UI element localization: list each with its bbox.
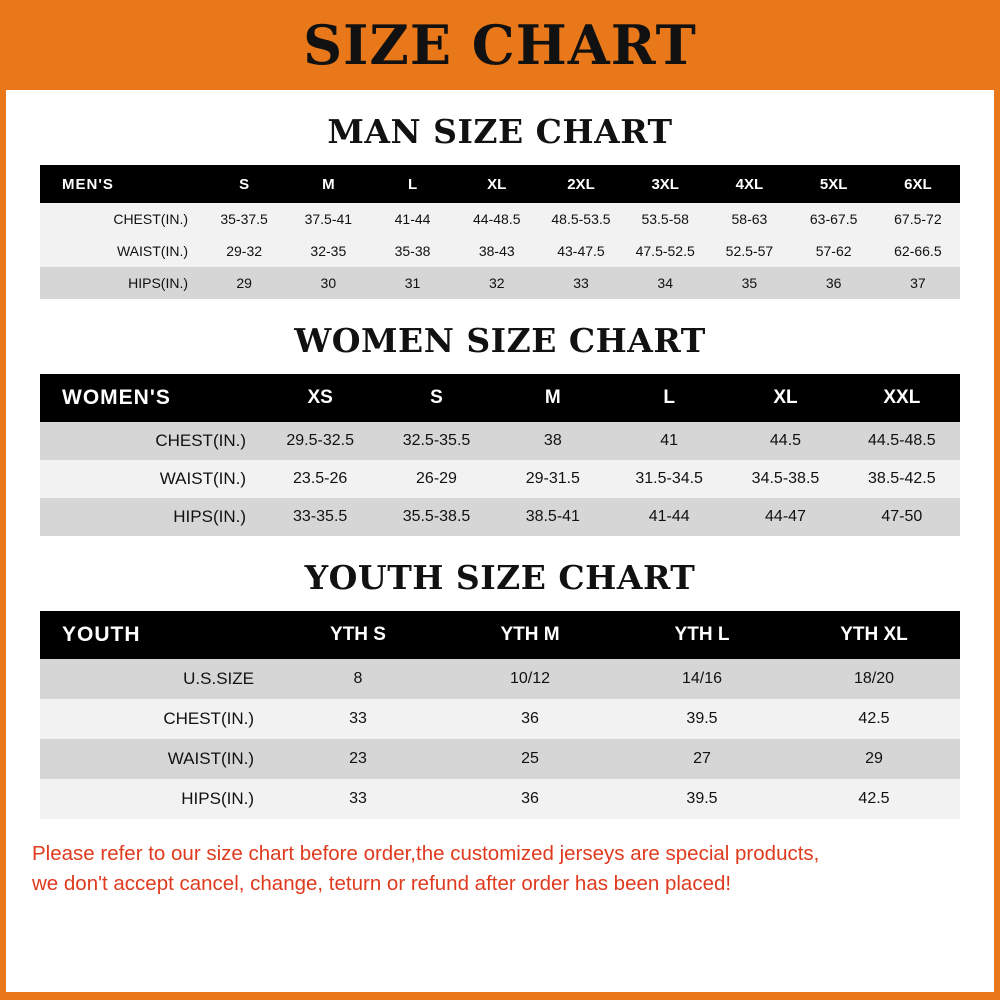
men-size-section [6, 112, 994, 299]
table-row [40, 422, 960, 460]
table-row [40, 699, 960, 739]
women-cell: 23.5-26 [262, 460, 378, 498]
women-cell: 34.5-38.5 [727, 460, 843, 498]
men-cell: 41-44 [370, 203, 454, 235]
women-row-label: WAIST(IN.) [40, 460, 262, 498]
women-cell: 32.5-35.5 [378, 422, 494, 460]
youth-col-header: YTH XL [788, 611, 960, 659]
women-col-header: XS [262, 374, 378, 422]
women-col-header: M [495, 374, 611, 422]
youth-cell: 18/20 [788, 659, 960, 699]
women-col-header: S [378, 374, 494, 422]
men-section-title: MAN SIZE CHART [327, 112, 673, 151]
men-col-header: 4XL [707, 165, 791, 203]
youth-corner-header: YOUTH [40, 611, 272, 659]
men-row-label: WAIST(IN.) [40, 235, 202, 267]
table-row [40, 460, 960, 498]
youth-cell: 33 [272, 779, 444, 819]
women-table-head [40, 374, 960, 422]
youth-cell: 27 [616, 739, 788, 779]
youth-table-head [40, 611, 960, 659]
men-cell: 32-35 [286, 235, 370, 267]
men-cell: 58-63 [707, 203, 791, 235]
women-cell: 44.5-48.5 [844, 422, 960, 460]
youth-cell: 10/12 [444, 659, 616, 699]
youth-row-label: HIPS(IN.) [40, 779, 272, 819]
women-table-body [40, 422, 960, 536]
notice-line-1: Please refer to our size chart before order,the customized jerseys are special products, [32, 842, 820, 865]
youth-col-header: YTH M [444, 611, 616, 659]
women-cell: 41-44 [611, 498, 727, 536]
men-table-head [40, 165, 960, 203]
youth-table-body [40, 659, 960, 819]
men-cell: 35-37.5 [202, 203, 286, 235]
women-cell: 26-29 [378, 460, 494, 498]
men-cell: 33 [539, 267, 623, 299]
men-cell: 43-47.5 [539, 235, 623, 267]
youth-cell: 39.5 [616, 779, 788, 819]
men-col-header: 5XL [792, 165, 876, 203]
women-cell: 38.5-41 [495, 498, 611, 536]
men-header-row [40, 165, 960, 203]
men-cell: 57-62 [792, 235, 876, 267]
youth-cell: 29 [788, 739, 960, 779]
men-cell: 52.5-57 [707, 235, 791, 267]
men-cell: 62-66.5 [876, 235, 960, 267]
youth-size-table [40, 611, 960, 819]
men-cell: 32 [455, 267, 539, 299]
table-row [40, 235, 960, 267]
women-size-section [6, 321, 994, 536]
page-title: SIZE CHART [303, 13, 697, 77]
women-col-header: XL [727, 374, 843, 422]
table-row [40, 267, 960, 299]
youth-size-section [6, 558, 994, 819]
men-cell: 35 [707, 267, 791, 299]
youth-row-label: WAIST(IN.) [40, 739, 272, 779]
youth-col-header: YTH S [272, 611, 444, 659]
women-cell: 38.5-42.5 [844, 460, 960, 498]
youth-row-label: U.S.SIZE [40, 659, 272, 699]
women-cell: 31.5-34.5 [611, 460, 727, 498]
men-cell: 34 [623, 267, 707, 299]
men-cell: 30 [286, 267, 370, 299]
youth-cell: 39.5 [616, 699, 788, 739]
men-col-header: XL [455, 165, 539, 203]
men-col-header: L [370, 165, 454, 203]
women-cell: 29.5-32.5 [262, 422, 378, 460]
youth-section-title: YOUTH SIZE CHART [304, 558, 696, 597]
table-row [40, 203, 960, 235]
women-corner-header: WOMEN'S [40, 374, 262, 422]
men-col-header: 6XL [876, 165, 960, 203]
men-col-header: 3XL [623, 165, 707, 203]
women-row-label: HIPS(IN.) [40, 498, 262, 536]
men-col-header: M [286, 165, 370, 203]
youth-cell: 42.5 [788, 699, 960, 739]
men-corner-header: MEN'S [40, 165, 202, 203]
page-banner [0, 0, 1000, 90]
men-cell: 63-67.5 [792, 203, 876, 235]
men-cell: 53.5-58 [623, 203, 707, 235]
men-cell: 37 [876, 267, 960, 299]
men-cell: 38-43 [455, 235, 539, 267]
men-size-table [40, 165, 960, 299]
youth-cell: 36 [444, 699, 616, 739]
return-policy-notice [32, 839, 968, 898]
men-cell: 29-32 [202, 235, 286, 267]
men-cell: 48.5-53.5 [539, 203, 623, 235]
youth-row-label: CHEST(IN.) [40, 699, 272, 739]
women-col-header: XXL [844, 374, 960, 422]
women-row-label: CHEST(IN.) [40, 422, 262, 460]
women-section-title: WOMEN SIZE CHART [294, 321, 706, 360]
men-col-header: 2XL [539, 165, 623, 203]
women-cell: 33-35.5 [262, 498, 378, 536]
women-cell: 44-47 [727, 498, 843, 536]
youth-col-header: YTH L [616, 611, 788, 659]
youth-cell: 25 [444, 739, 616, 779]
women-cell: 29-31.5 [495, 460, 611, 498]
women-size-table [40, 374, 960, 536]
youth-cell: 8 [272, 659, 444, 699]
men-row-label: HIPS(IN.) [40, 267, 202, 299]
men-table-body [40, 203, 960, 299]
youth-cell: 42.5 [788, 779, 960, 819]
men-cell: 44-48.5 [455, 203, 539, 235]
men-cell: 37.5-41 [286, 203, 370, 235]
men-cell: 35-38 [370, 235, 454, 267]
men-cell: 67.5-72 [876, 203, 960, 235]
men-cell: 31 [370, 267, 454, 299]
youth-cell: 33 [272, 699, 444, 739]
women-cell: 44.5 [727, 422, 843, 460]
women-cell: 47-50 [844, 498, 960, 536]
table-row [40, 739, 960, 779]
table-row [40, 498, 960, 536]
women-cell: 38 [495, 422, 611, 460]
bottom-accent-bar [0, 992, 1000, 1000]
men-cell: 29 [202, 267, 286, 299]
men-col-header: S [202, 165, 286, 203]
women-header-row [40, 374, 960, 422]
youth-cell: 14/16 [616, 659, 788, 699]
men-cell: 36 [792, 267, 876, 299]
women-col-header: L [611, 374, 727, 422]
youth-cell: 23 [272, 739, 444, 779]
table-row [40, 779, 960, 819]
men-row-label: CHEST(IN.) [40, 203, 202, 235]
youth-cell: 36 [444, 779, 616, 819]
men-cell: 47.5-52.5 [623, 235, 707, 267]
notice-line-2: we don't accept cancel, change, teturn or refund after order has been placed! [32, 871, 732, 895]
women-cell: 41 [611, 422, 727, 460]
women-cell: 35.5-38.5 [378, 498, 494, 536]
table-row [40, 659, 960, 699]
youth-header-row [40, 611, 960, 659]
